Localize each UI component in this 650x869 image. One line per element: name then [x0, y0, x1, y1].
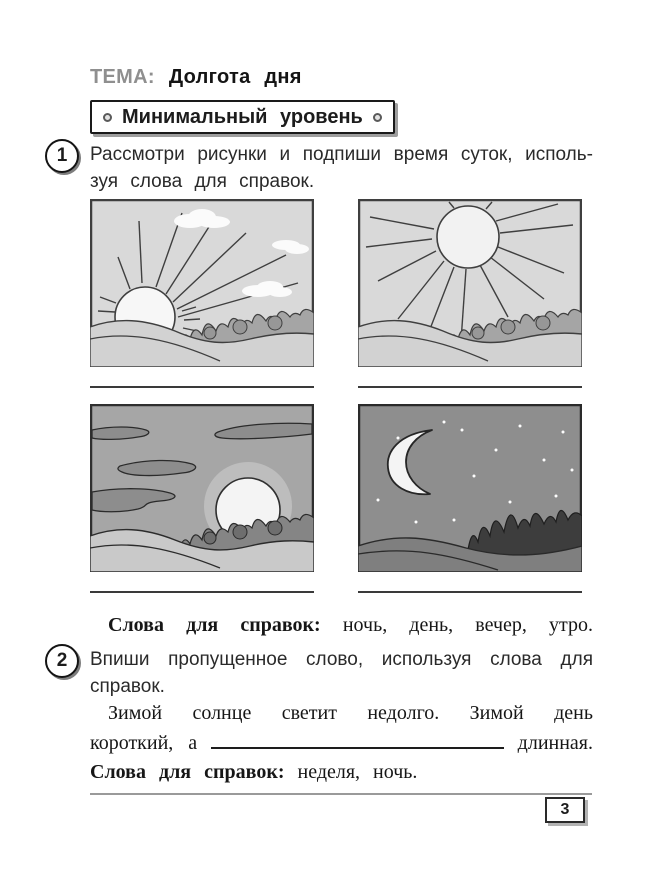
- sunset-evening-scene: [90, 404, 314, 572]
- picture-cell-day: [358, 199, 582, 388]
- answer-line-3[interactable]: [90, 591, 314, 593]
- reference-words-2-label: Слова для справок:: [90, 761, 285, 783]
- reference-words-1: [90, 612, 593, 638]
- answer-line-1[interactable]: [90, 386, 314, 388]
- blank-answer-line[interactable]: [211, 729, 503, 749]
- page-number-badge: 3: [545, 797, 585, 823]
- picture-cell-night: [358, 404, 582, 593]
- pictures-grid: [90, 199, 582, 593]
- footer-divider: [90, 793, 592, 795]
- answer-line-4[interactable]: [358, 591, 582, 593]
- task2-instruction-line1: Впиши пропущенное слово, используя слова для: [90, 649, 593, 670]
- picture-cell-evening: [90, 404, 314, 593]
- rivet-icon: [103, 113, 112, 122]
- page-topic: [90, 66, 302, 89]
- topic-title: Долгота дня: [168, 66, 302, 88]
- answer-line-2[interactable]: [358, 386, 582, 388]
- picture-cell-sunrise: [90, 199, 314, 388]
- task2-instruction: [90, 646, 593, 700]
- task1-instruction-line1: Рассмотри рисунки и подпиши время суток, исполь-: [90, 144, 593, 165]
- sunrise-morning-scene: [90, 199, 314, 367]
- sentence-line2-start: короткий, а: [90, 732, 198, 754]
- sun-high-day-scene: [358, 199, 582, 367]
- moon-stars-night-scene: [358, 404, 582, 572]
- task1-instruction: [90, 141, 593, 195]
- rivet-icon: [373, 113, 382, 122]
- sentence-line2-end: длинная.: [517, 732, 593, 754]
- reference-words-2-list: неделя, ночь.: [297, 761, 418, 783]
- reference-words-2: [90, 759, 593, 785]
- task2-instruction-line2: справок.: [90, 676, 165, 697]
- reference-words-1-list: ночь, день, вечер, утро.: [342, 614, 594, 636]
- task1-number-badge: 1: [45, 139, 79, 173]
- sun-icon: [437, 206, 499, 268]
- level-banner: [90, 100, 395, 134]
- task1-instruction-line2: зуя слова для справок.: [90, 171, 315, 192]
- sentence-line2: [90, 729, 593, 756]
- topic-label: ТЕМА:: [90, 66, 155, 88]
- level-banner-label: Минимальный уровень: [122, 106, 363, 128]
- task2-number-badge: 2: [45, 644, 79, 678]
- reference-words-1-label: Слова для справок:: [108, 614, 321, 636]
- sentence-line1: Зимой солнце светит недолго. Зимой день: [108, 702, 593, 724]
